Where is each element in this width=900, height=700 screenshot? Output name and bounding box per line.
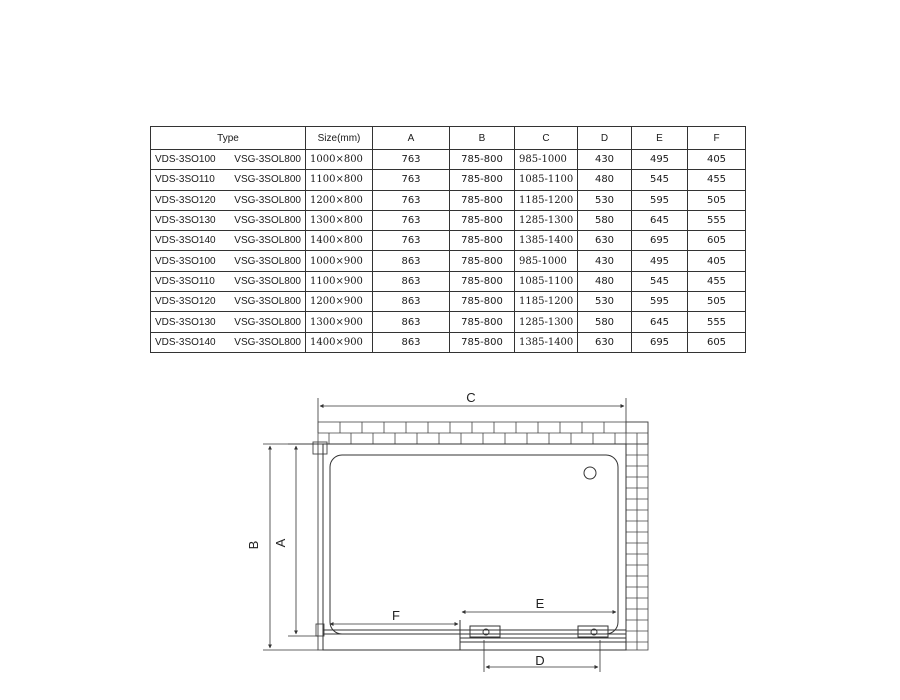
label-d: D	[535, 653, 545, 668]
cell-c: 1285-1300	[515, 312, 578, 332]
specification-table	[150, 126, 746, 353]
table-row	[151, 190, 746, 210]
cell-type	[151, 332, 306, 352]
cell-type	[151, 150, 306, 170]
cell-e: 545	[632, 170, 688, 190]
cell-a: 763	[373, 150, 450, 170]
left-profile	[313, 442, 327, 650]
door-model: VDS-3SO120	[155, 296, 216, 308]
panel-model: VSG-3SOL800	[234, 215, 301, 227]
table-row	[151, 210, 746, 230]
cell-c: 985-1000	[515, 251, 578, 271]
cell-f: 605	[688, 332, 746, 352]
cell-d: 480	[578, 170, 632, 190]
header-size: Size(mm)	[306, 127, 373, 150]
door-model: VDS-3SO100	[155, 154, 216, 166]
cell-e: 595	[632, 190, 688, 210]
cell-c: 1285-1300	[515, 210, 578, 230]
table-row	[151, 332, 746, 352]
header-f: F	[688, 127, 746, 150]
cell-f: 605	[688, 231, 746, 251]
cell-c: 1385-1400	[515, 231, 578, 251]
table-row	[151, 312, 746, 332]
cell-type	[151, 190, 306, 210]
cell-e: 495	[632, 150, 688, 170]
header-c: C	[515, 127, 578, 150]
dimension-b	[263, 444, 318, 650]
cell-f: 455	[688, 170, 746, 190]
cell-b: 785-800	[450, 332, 515, 352]
panel-model: VSG-3SOL800	[234, 194, 301, 206]
cell-c: 1385-1400	[515, 332, 578, 352]
panel-model: VSG-3SOL800	[234, 255, 301, 267]
cell-f: 505	[688, 190, 746, 210]
table-body	[151, 150, 746, 353]
door-model: VDS-3SO120	[155, 194, 216, 206]
cell-e: 695	[632, 231, 688, 251]
cell-size: 1100×900	[306, 271, 373, 291]
cell-d: 530	[578, 292, 632, 312]
cell-d: 430	[578, 251, 632, 271]
cell-a: 863	[373, 292, 450, 312]
door-model: VDS-3SO110	[155, 275, 215, 287]
cell-d: 480	[578, 271, 632, 291]
panel-model: VSG-3SOL800	[234, 336, 301, 348]
cell-a: 763	[373, 231, 450, 251]
sliding-door	[323, 620, 626, 650]
cell-b: 785-800	[450, 170, 515, 190]
cell-b: 785-800	[450, 150, 515, 170]
cell-size: 1100×800	[306, 170, 373, 190]
drain-icon	[584, 467, 596, 479]
door-model: VDS-3SO140	[155, 235, 216, 247]
cell-c: 1085-1100	[515, 170, 578, 190]
cell-b: 785-800	[450, 210, 515, 230]
cell-a: 863	[373, 271, 450, 291]
shower-tray	[323, 444, 626, 650]
shower-plan-drawing	[0, 380, 900, 700]
table-row	[151, 170, 746, 190]
cell-f: 455	[688, 271, 746, 291]
panel-model: VSG-3SOL800	[234, 316, 301, 328]
cell-type	[151, 292, 306, 312]
panel-model: VSG-3SOL800	[234, 174, 301, 186]
cell-b: 785-800	[450, 271, 515, 291]
cell-b: 785-800	[450, 190, 515, 210]
cell-b: 785-800	[450, 292, 515, 312]
cell-c: 1185-1200	[515, 190, 578, 210]
cell-type	[151, 251, 306, 271]
cell-b: 785-800	[450, 251, 515, 271]
cell-e: 695	[632, 332, 688, 352]
header-a: A	[373, 127, 450, 150]
cell-type	[151, 210, 306, 230]
cell-d: 430	[578, 150, 632, 170]
cell-e: 645	[632, 312, 688, 332]
cell-d: 580	[578, 312, 632, 332]
door-model: VDS-3SO130	[155, 316, 216, 328]
table-row	[151, 150, 746, 170]
panel-model: VSG-3SOL800	[234, 296, 301, 308]
door-model: VDS-3SO110	[155, 174, 215, 186]
label-a: A	[273, 538, 288, 548]
cell-f: 555	[688, 312, 746, 332]
cell-e: 645	[632, 210, 688, 230]
table-row	[151, 271, 746, 291]
cell-size: 1000×800	[306, 150, 373, 170]
cell-type	[151, 271, 306, 291]
header-type: Type	[151, 127, 306, 150]
panel-model: VSG-3SOL800	[234, 154, 301, 166]
cell-b: 785-800	[450, 312, 515, 332]
cell-b: 785-800	[450, 231, 515, 251]
panel-model: VSG-3SOL800	[234, 275, 301, 287]
cell-c: 1085-1100	[515, 271, 578, 291]
cell-size: 1000×900	[306, 251, 373, 271]
cell-size: 1400×900	[306, 332, 373, 352]
cell-d: 580	[578, 210, 632, 230]
cell-a: 863	[373, 312, 450, 332]
label-f: F	[392, 608, 400, 623]
cell-f: 405	[688, 150, 746, 170]
cell-d: 630	[578, 332, 632, 352]
door-model: VDS-3SO100	[155, 255, 216, 267]
cell-e: 495	[632, 251, 688, 271]
door-model: VDS-3SO130	[155, 215, 216, 227]
cell-size: 1200×900	[306, 292, 373, 312]
door-model: VDS-3SO140	[155, 336, 216, 348]
label-b: B	[246, 540, 261, 550]
cell-e: 545	[632, 271, 688, 291]
cell-type	[151, 170, 306, 190]
cell-type	[151, 312, 306, 332]
cell-size: 1200×800	[306, 190, 373, 210]
cell-a: 763	[373, 170, 450, 190]
header-e: E	[632, 127, 688, 150]
panel-model: VSG-3SOL800	[234, 235, 301, 247]
label-c: C	[466, 390, 476, 405]
cell-c: 1185-1200	[515, 292, 578, 312]
cell-a: 863	[373, 251, 450, 271]
dimension-a	[288, 444, 318, 636]
header-b: B	[450, 127, 515, 150]
cell-size: 1300×900	[306, 312, 373, 332]
table-row	[151, 292, 746, 312]
back-wall	[318, 422, 648, 444]
cell-a: 863	[373, 332, 450, 352]
cell-e: 595	[632, 292, 688, 312]
cell-d: 530	[578, 190, 632, 210]
table-row	[151, 231, 746, 251]
table-row	[151, 251, 746, 271]
cell-a: 763	[373, 190, 450, 210]
cell-type	[151, 231, 306, 251]
cell-size: 1300×800	[306, 210, 373, 230]
cell-c: 985-1000	[515, 150, 578, 170]
cell-size: 1400×800	[306, 231, 373, 251]
table-header-row	[151, 127, 746, 150]
side-wall	[626, 422, 648, 650]
cell-d: 630	[578, 231, 632, 251]
label-e: E	[535, 596, 545, 611]
header-d: D	[578, 127, 632, 150]
cell-f: 405	[688, 251, 746, 271]
cell-a: 763	[373, 210, 450, 230]
cell-f: 505	[688, 292, 746, 312]
cell-f: 555	[688, 210, 746, 230]
